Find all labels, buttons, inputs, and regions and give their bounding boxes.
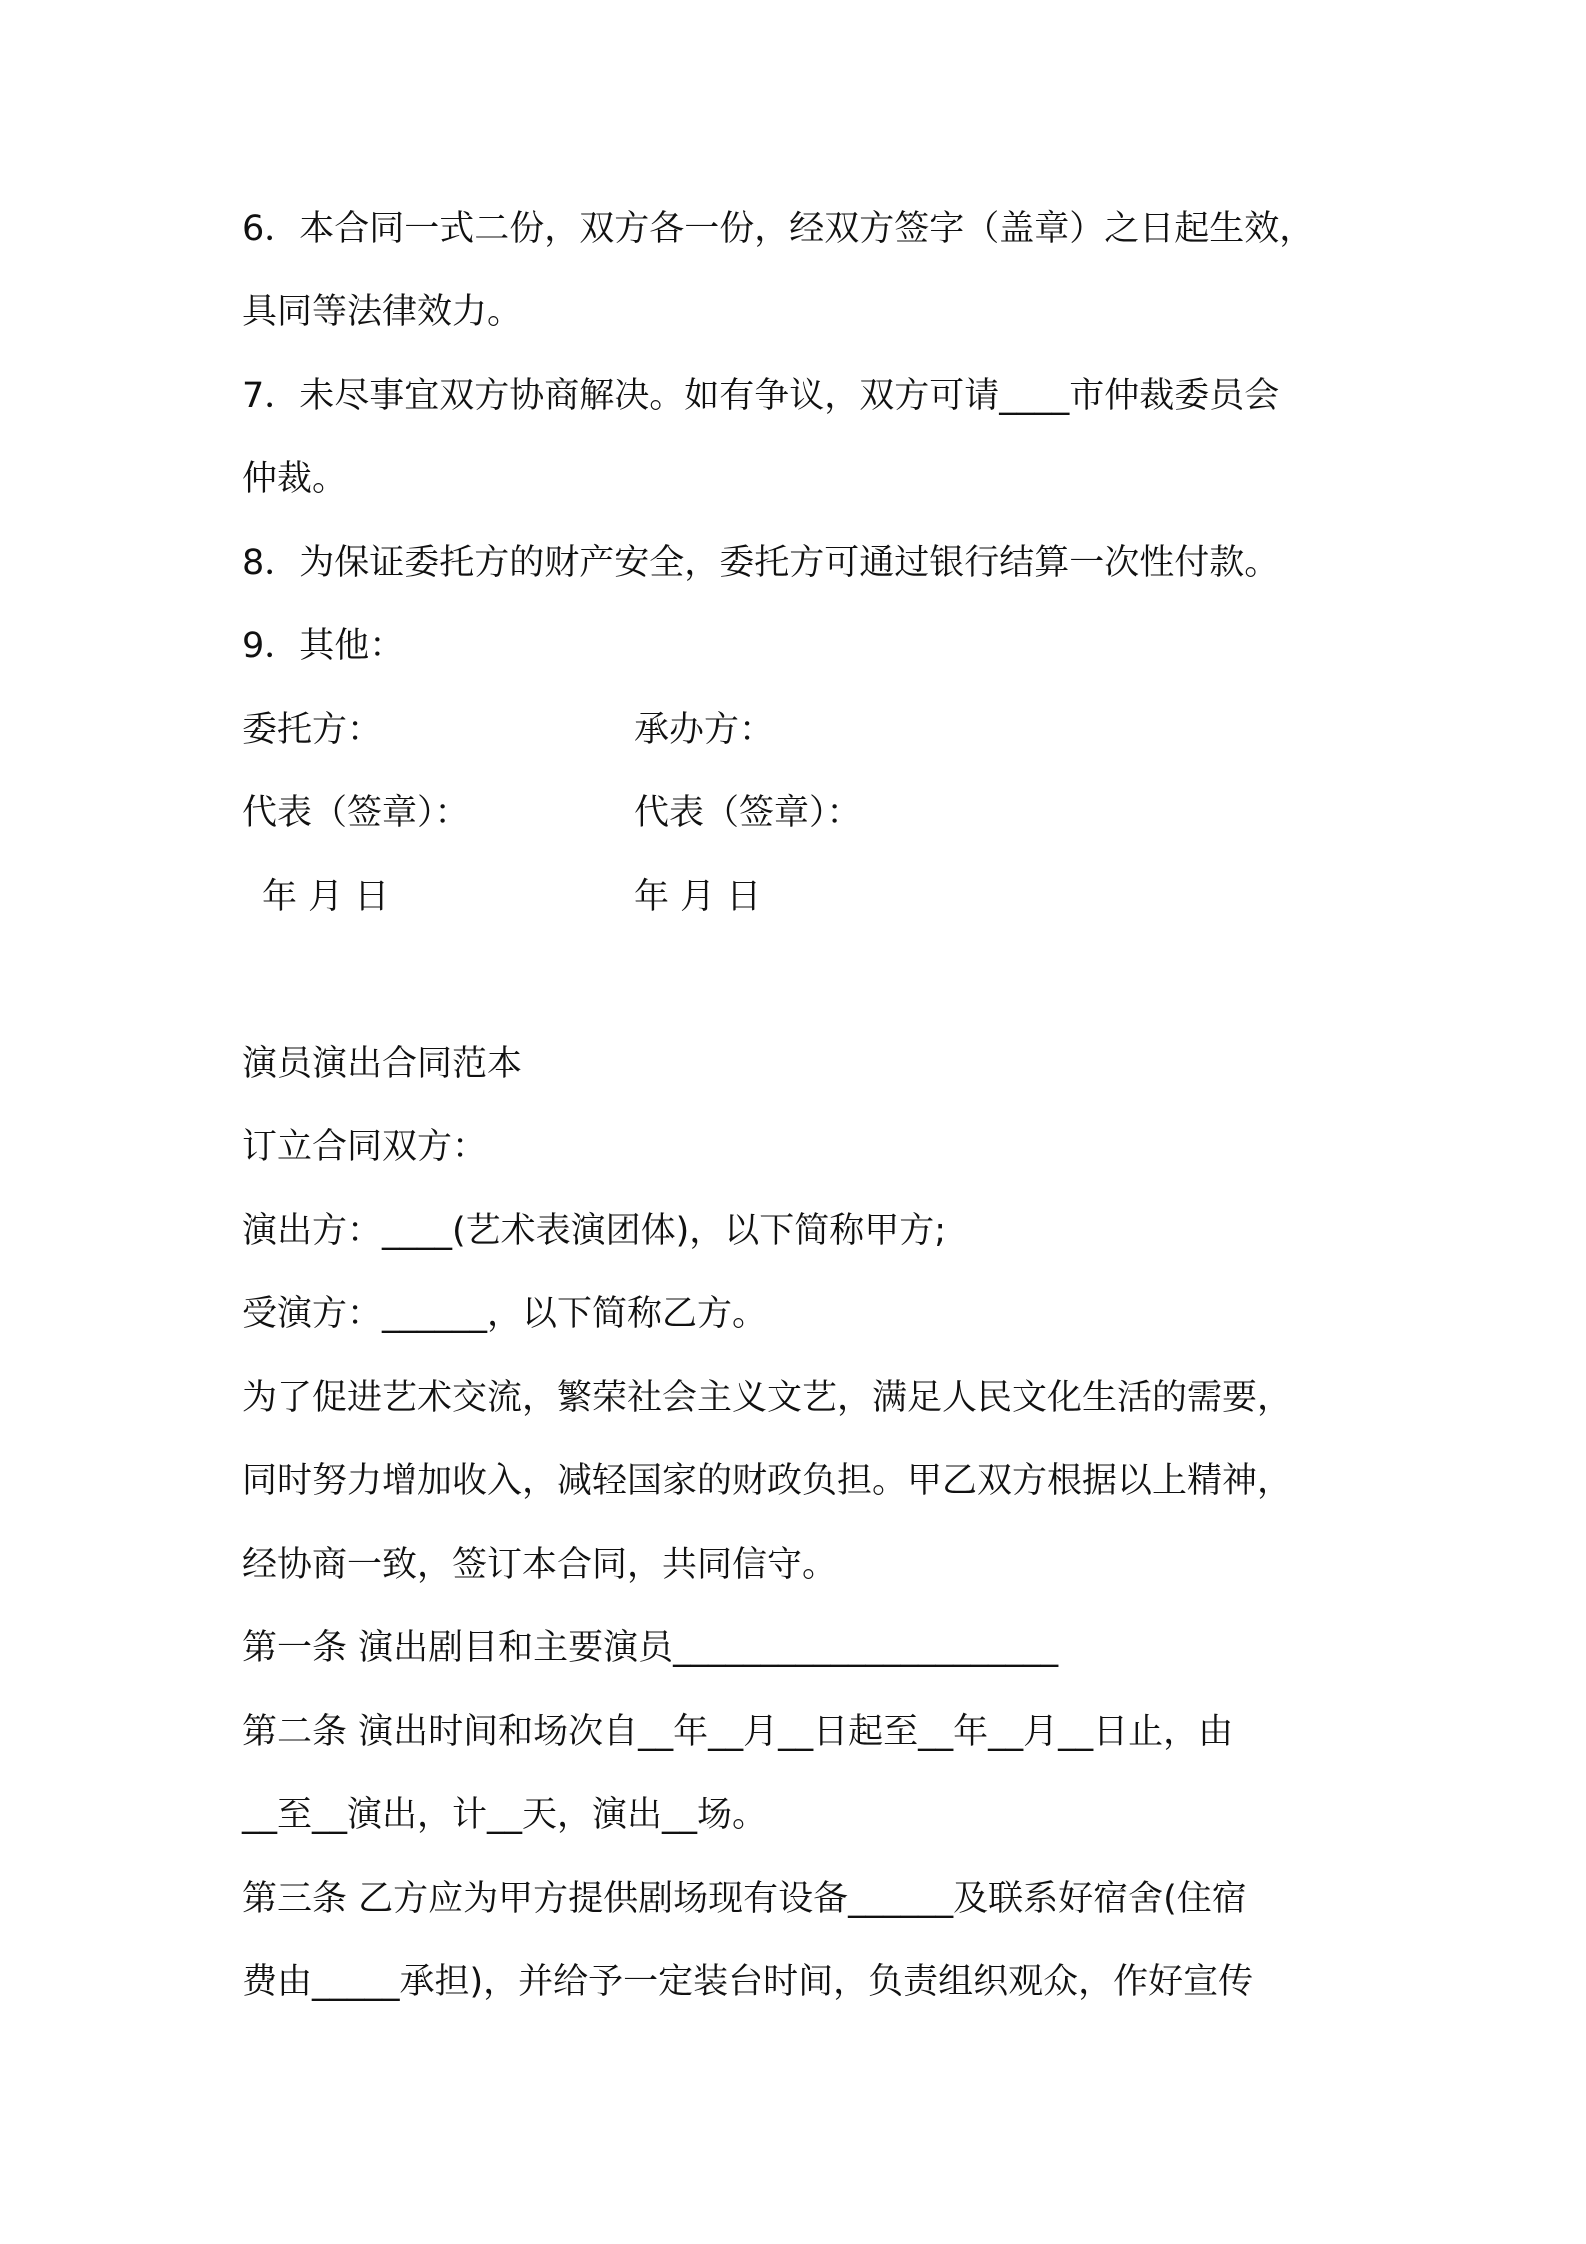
item-6-line-2: 具同等法律效力。 — [242, 292, 523, 332]
item-7-line-1: 7．未尽事宜双方协商解决。如有争议，双方可请____市仲裁委员会 — [242, 376, 1280, 416]
party-b: 受演方：______，以下简称乙方。 — [242, 1294, 768, 1334]
article-1: 第一条 演出剧目和主要演员______________________ — [242, 1628, 1059, 1668]
article-3-line-2: 费由_____承担)，并给予一定装台时间，负责组织观众，作好宣传 — [242, 1962, 1254, 2002]
client-label: 委托方： — [242, 710, 383, 750]
parties-heading: 订立合同双方： — [242, 1127, 488, 1167]
item-8: 8．为保证委托方的财产安全，委托方可通过银行结算一次性付款。 — [242, 543, 1280, 583]
preamble-line-3: 经协商一致，签订本合同，共同信守。 — [242, 1545, 838, 1585]
contractor-rep-label: 代表（签章）： — [634, 793, 862, 833]
contract-title: 演员演出合同范本 — [242, 1044, 523, 1084]
preamble-line-1: 为了促进艺术交流，繁荣社会主义文艺，满足人民文化生活的需要， — [242, 1378, 1293, 1418]
article-3-line-1: 第三条 乙方应为甲方提供剧场现有设备______及联系好宿舍(住宿 — [242, 1879, 1247, 1919]
article-2-line-2: __至__演出，计__天，演出__场。 — [242, 1795, 768, 1835]
item-6-line-1: 6．本合同一式二份，双方各一份，经双方签字（盖章）之日起生效， — [242, 209, 1315, 249]
item-9: 9．其他： — [242, 626, 405, 666]
contractor-label: 承办方： — [634, 710, 775, 750]
preamble-line-2: 同时努力增加收入，减轻国家的财政负担。甲乙双方根据以上精神， — [242, 1461, 1293, 1501]
item-7-line-2: 仲裁。 — [242, 459, 348, 499]
client-date: 年 月 日 — [262, 877, 390, 917]
party-a: 演出方：____(艺术表演团体)，以下简称甲方; — [242, 1211, 947, 1251]
article-2-line-1: 第二条 演出时间和场次自__年__月__日起至__年__月__日止，由 — [242, 1712, 1234, 1752]
client-rep-label: 代表（签章）： — [242, 793, 470, 833]
contractor-date: 年 月 日 — [634, 877, 762, 917]
